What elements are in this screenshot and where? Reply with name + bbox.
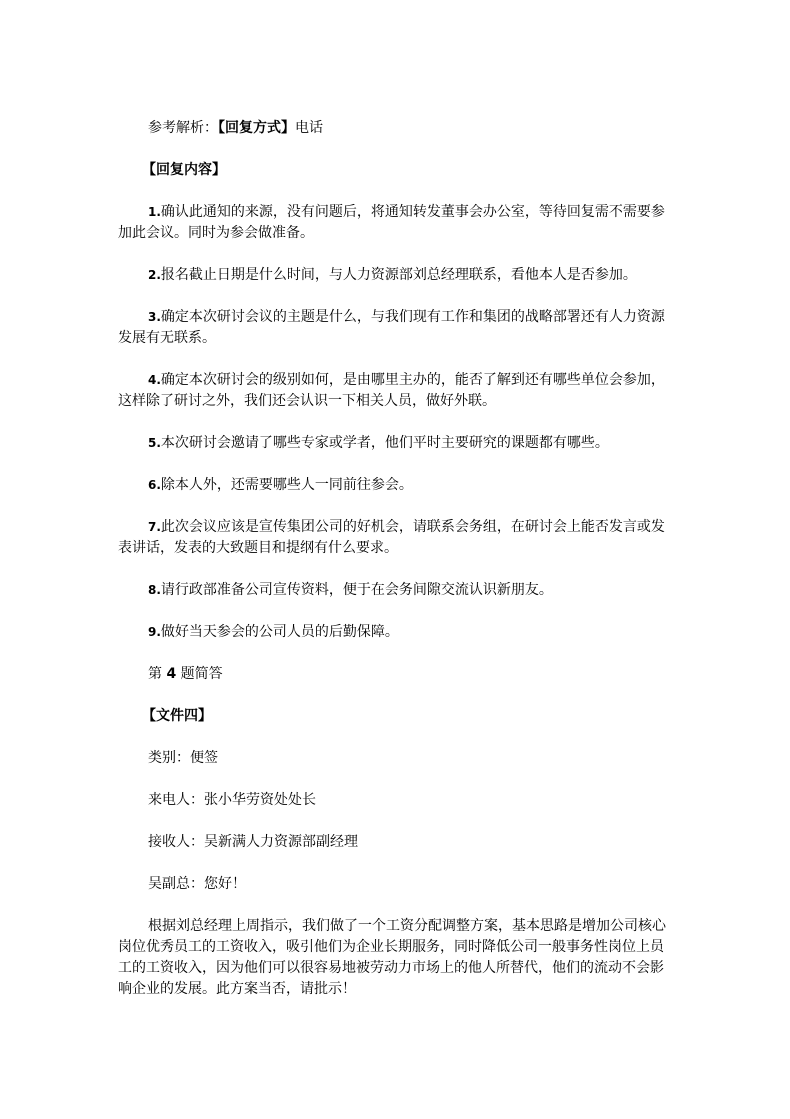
question-prefix: 第 [148,666,167,682]
question-4-heading [118,664,666,685]
reference-analysis-line [118,118,666,139]
item-text: 做好当天参会的公司人员的后勤保障。 [160,624,399,640]
list-item-1 [118,202,666,244]
reply-method-value: 电话 [295,120,323,136]
list-item-5 [118,433,666,454]
item-text: 此次会议应该是宣传集团公司的好机会，请联系会务组，在研讨会上能否发言或发表讲话，发表的大致题目和提纲有什么要求。 [118,519,665,556]
item-number: 6. [148,478,161,492]
memo-body: 根据刘总经理上周指示，我们做了一个工资分配调整方案，基本思路是增加公司核心岗位优秀员工的工资收入，吸引他们为企业长期服务，同时降低公司一般事务性岗位上员工的工资收入，因为他们可以很容易地被劳动力市场上的他人所替代，他们的流动不会影响企业的发展。此方案当否，请批示！ [118,918,666,997]
file-four-heading: 【文件四】 [142,708,212,724]
greeting-line: 吴副总：您好！ [148,876,246,892]
item-number: 2. [148,268,161,282]
item-number: 7. [148,520,161,534]
analysis-label: 参考解析： [148,120,218,136]
list-item-9 [118,622,666,643]
item-text: 除本人外，还需要哪些人一同前往参会。 [160,477,413,493]
item-text: 确定本次研讨会的级别如何，是由哪里主办的，能否了解到还有哪些单位会参加，这样除了研讨之外，我们还会认识一下相关人员，做好外联。 [118,372,665,409]
list-item-6 [118,475,666,496]
item-text: 确定本次研讨会议的主题是什么，与我们现有工作和集团的战略部署还有人力资源发展有无联系。 [118,309,665,346]
item-text: 请行政部准备公司宣传资料，便于在会务间隙交流认识新朋友。 [160,582,553,598]
question-number: 4 [166,666,177,682]
item-text: 报名截止日期是什么时间，与人力资源部刘总经理联系，看他本人是否参加。 [160,267,637,283]
reply-content-heading: 【回复内容】 [142,162,226,178]
item-text: 本次研讨会邀请了哪些专家或学者，他们平时主要研究的课题都有哪些。 [160,435,609,451]
list-item-4 [118,370,666,412]
list-item-7 [118,517,666,559]
list-item-3 [118,307,666,349]
list-item-8 [118,580,666,601]
caller-line: 来电人：张小华劳资处处长 [148,792,316,808]
reply-method-tag: 【回复方式】 [218,120,295,136]
item-text: 确认此通知的来源，没有问题后，将通知转发董事会办公室，等待回复需不需要参加此会议。同时为参会做准备。 [118,204,665,241]
question-suffix: 题简答 [176,666,223,682]
item-number: 9. [148,625,161,639]
item-number: 1. [148,205,161,219]
category-line: 类别：便签 [148,750,218,766]
item-number: 8. [148,583,161,597]
item-number: 5. [148,436,161,450]
item-number: 4. [148,373,161,387]
item-number: 3. [148,310,161,324]
list-item-2 [118,265,666,286]
recipient-line: 接收人：吴新满人力资源部副经理 [148,834,358,850]
